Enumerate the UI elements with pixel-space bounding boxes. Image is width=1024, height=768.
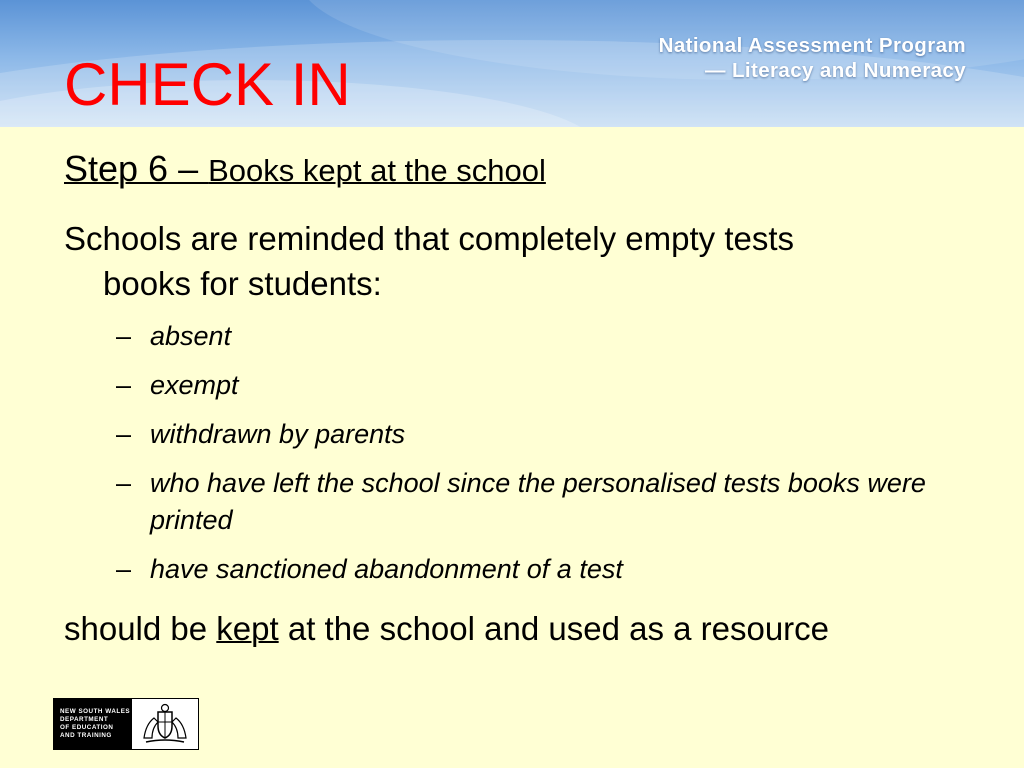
dash-bullet: – (116, 554, 132, 584)
dash-bullet: – (116, 370, 132, 400)
logo-line-4: AND TRAINING (60, 732, 112, 739)
closing-text-after: at the school and used as a resource (278, 610, 830, 647)
list-item-text: have sanctioned abandonment of a test (150, 554, 623, 584)
intro-line-1: Schools are reminded that completely empty tests (64, 220, 795, 257)
step-title: Books kept at the school (208, 153, 546, 188)
list-item-text: exempt (150, 370, 239, 400)
list-item (116, 416, 996, 453)
student-category-list (116, 318, 996, 600)
department-logo (53, 698, 199, 750)
list-item (116, 318, 996, 355)
logo-line-1: NEW SOUTH WALES (60, 708, 131, 715)
coat-of-arms-icon (132, 699, 198, 749)
step-heading (64, 148, 546, 190)
list-item-text: withdrawn by parents (150, 419, 406, 449)
program-name (659, 33, 966, 83)
slide-title: CHECK IN (64, 51, 351, 118)
logo-line-3: OF EDUCATION (60, 724, 114, 731)
program-name-line2: — Literacy and Numeracy (705, 59, 966, 82)
list-item (116, 465, 996, 539)
dash-bullet: – (116, 321, 132, 351)
dash-bullet: – (116, 468, 132, 498)
list-item-text: absent (150, 321, 232, 351)
list-item (116, 367, 996, 404)
intro-line-2: books for students: (103, 265, 382, 302)
list-item-text: who have left the school since the personalised tests books were printed (150, 468, 926, 535)
department-logo-text (54, 699, 132, 749)
closing-text-before: should be (64, 610, 217, 647)
dash-bullet: – (116, 419, 132, 449)
closing-emphasis: kept (216, 610, 279, 647)
logo-line-2: DEPARTMENT (60, 716, 109, 723)
intro-paragraph (64, 216, 984, 306)
closing-statement (64, 606, 829, 651)
program-name-line1: National Assessment Program (658, 34, 966, 57)
step-number: Step 6 – (64, 148, 209, 189)
list-item (116, 551, 996, 588)
